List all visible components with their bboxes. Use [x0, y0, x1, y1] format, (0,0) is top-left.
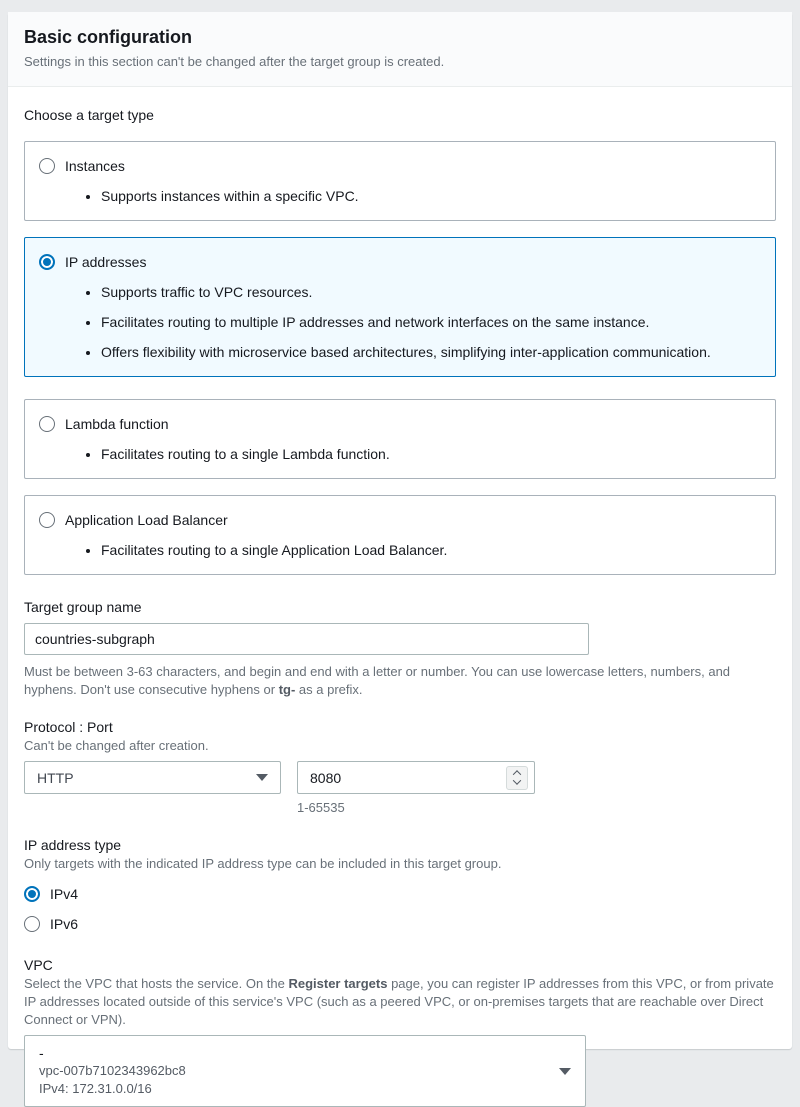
- panel-header: [8, 12, 792, 87]
- ipv6-option[interactable]: [24, 915, 776, 933]
- vpc-select[interactable]: [24, 1035, 586, 1107]
- radio-lambda[interactable]: [39, 416, 55, 432]
- vpc-selected-id: vpc-007b7102343962bc8: [39, 1063, 186, 1078]
- target-type-option-instances[interactable]: [24, 141, 776, 221]
- ipv4-label: IPv4: [50, 886, 79, 902]
- target-type-label: Choose a target type: [24, 107, 154, 123]
- radio-ip-addresses[interactable]: [39, 254, 55, 270]
- port-range-note: 1-65535: [297, 800, 345, 815]
- ipv4-option[interactable]: [24, 885, 776, 903]
- target-type-option-label: Lambda function: [65, 416, 169, 432]
- target-type-option-label: Application Load Balancer: [65, 512, 228, 528]
- target-type-bullet: • Facilitates routing to multiple IP addresses and network interfaces on the same instance.: [101, 311, 761, 333]
- target-type-option-label: Instances: [65, 158, 125, 174]
- panel-subtitle: Settings in this section can't be changed after the target group is created.: [24, 54, 445, 69]
- target-type-option-alb[interactable]: [24, 495, 776, 575]
- basic-configuration-panel: [8, 12, 792, 1096]
- port-input[interactable]: [310, 770, 506, 786]
- target-group-name-input[interactable]: [24, 623, 589, 655]
- target-type-bullet: • Facilitates routing to a single Application Load Balancer.: [101, 539, 761, 561]
- target-group-name-label: Target group name: [24, 599, 142, 615]
- vpc-selected-cidr: IPv4: 172.31.0.0/16: [39, 1081, 152, 1096]
- target-type-option-ip-addresses[interactable]: [24, 237, 776, 377]
- chevron-down-icon: [256, 774, 268, 781]
- radio-ipv6[interactable]: [24, 916, 40, 932]
- ipv6-label: IPv6: [50, 916, 79, 932]
- ip-address-type-label: IP address type: [24, 837, 122, 853]
- port-field: [297, 761, 535, 794]
- radio-alb[interactable]: [39, 512, 55, 528]
- port-stepper[interactable]: [506, 766, 528, 790]
- protocol-port-label: Protocol : Port: [24, 719, 113, 735]
- radio-ipv4[interactable]: [24, 886, 40, 902]
- protocol-select[interactable]: [24, 761, 281, 794]
- ip-address-type-helper: Only targets with the indicated IP address type can be included in this target group.: [24, 856, 502, 871]
- target-type-option-label: IP addresses: [65, 254, 147, 270]
- target-type-bullet: • Supports traffic to VPC resources.: [101, 281, 761, 303]
- target-group-name-helper: Must be between 3-63 characters, and begin and end with a letter or number. You can use lowercase letters, numbers, and hyphens. Don't use consecutive hyphens or tg- as a prefix.: [24, 664, 731, 697]
- chevron-down-icon: [559, 1068, 571, 1075]
- vpc-description: Select the VPC that hosts the service. On the Register targets page, you can register IP addresses from this VPC, or from private IP addresses located outside of this service's VPC (such as a peered VPC, or on-premises targets that are reachable over Direct Connect or VPN).: [24, 976, 774, 1027]
- protocol-select-value: HTTP: [37, 769, 74, 786]
- target-type-option-lambda[interactable]: [24, 399, 776, 479]
- protocol-port-helper: Can't be changed after creation.: [24, 738, 209, 753]
- vpc-selected-primary: -: [39, 1045, 44, 1061]
- panel-title: Basic configuration: [24, 27, 193, 47]
- vpc-label: VPC: [24, 957, 53, 973]
- radio-instances[interactable]: [39, 158, 55, 174]
- target-type-bullet: • Supports instances within a specific VPC.: [101, 185, 761, 207]
- target-type-bullet: • Offers flexibility with microservice based architectures, simplifying inter-application communication.: [101, 341, 761, 363]
- stepper-down-icon[interactable]: [513, 776, 521, 784]
- target-type-bullet: • Facilitates routing to a single Lambda function.: [101, 443, 761, 465]
